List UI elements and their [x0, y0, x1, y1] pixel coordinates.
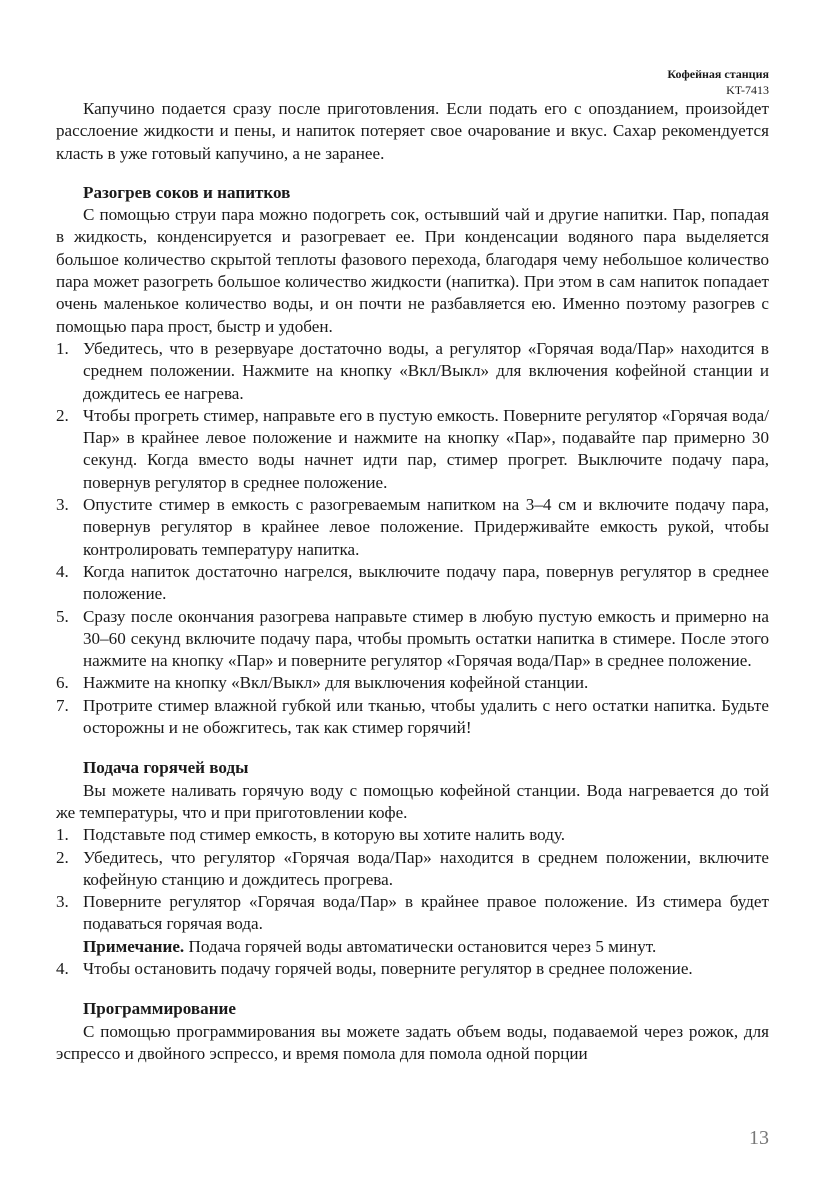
list-item: [56, 672, 769, 694]
list-item: [56, 606, 769, 673]
list-text: Опустите стимер в емкость с разогреваемым напитком на 3–4 см и включите подачу пара, повернув регулятор в крайнее левое положение. Придерживайте емкость рукой, чтобы контролировать температуру напитка.: [83, 495, 769, 559]
heating-steps: [56, 338, 769, 739]
list-number: 1.: [56, 338, 69, 358]
page-number: 13: [749, 1127, 769, 1149]
heating-heading: Разогрев соков и напитков: [83, 182, 291, 202]
header-title: Кофейная станция: [667, 67, 769, 81]
list-number: 3.: [56, 495, 69, 515]
list-text: Нажмите на кнопку «Вкл/Выкл» для выключения кофейной станции.: [83, 673, 589, 693]
list-number: 6.: [56, 673, 69, 693]
list-number: 3.: [56, 892, 69, 912]
list-number: 1.: [56, 825, 69, 845]
list-item: [56, 891, 769, 936]
heating-paragraph: С помощью струи пара можно подогреть сок, остывший чай и другие напитки. Пар, попадая в жидкость, конденсируется и разогревает ее. При конденсации водяного пара выделяется большое количество скрытой теплоты фазового перехода, благодаря чему небольшое количество пара может разогреть большое количество жидкости (напитка). При этом в сам напиток попадает очень маленькое количество воды, и он почти не разбавляется ею. Именно поэтому разогрев с помощью пара прост, быстр и удобен.: [56, 205, 769, 336]
list-item: [56, 338, 769, 405]
page-content: [56, 98, 769, 1065]
list-text: Поверните регулятор «Горячая вода/Пар» в крайнее правое положение. Из стимера будет подаваться горячая вода.: [83, 892, 769, 934]
list-number: 7.: [56, 695, 69, 715]
hot-water-steps-continued: [56, 958, 769, 980]
list-item: [56, 494, 769, 561]
intro-paragraph: Капучино подается сразу после приготовления. Если подать его с опозданием, произойдет расслоение жидкости и пены, и напиток потеряет свое очарование и вкус. Сахар рекомендуется класть в уже готовый капучино, а не заранее.: [56, 99, 769, 163]
list-text: Убедитесь, что регулятор «Горячая вода/Пар» находится в среднем положении, включите кофейную станцию и дождитесь прогрева.: [83, 847, 769, 889]
list-number: 4.: [56, 958, 69, 978]
list-item: [56, 695, 769, 740]
list-item: [56, 405, 769, 494]
header-model: KT-7413: [726, 83, 769, 97]
list-number: 5.: [56, 606, 69, 626]
list-number: 4.: [56, 561, 69, 581]
list-text: Чтобы прогреть стимер, направьте его в пустую емкость. Поверните регулятор «Горячая вода/Пар» в крайнее левое положение и нажмите на кнопку «Пар», подавайте пар примерно 30 секунд. Когда вместо воды начнет идти пар, стимер прогрет. Выключите подачу пара, повернув регулятор в среднее положение.: [83, 405, 769, 492]
note-text: Подача горячей воды автоматически остановится через 5 минут.: [184, 936, 657, 956]
hot-water-note: [56, 936, 769, 958]
list-text: Когда напиток достаточно нагрелся, выключите подачу пара, повернув регулятор в среднее положение.: [83, 561, 769, 604]
list-text: Подставьте под стимер емкость, в которую вы хотите налить воду.: [83, 825, 566, 845]
list-item: [56, 958, 769, 980]
list-number: 2.: [56, 847, 69, 867]
programming-paragraph: С помощью программирования вы можете задать объем воды, подаваемой через рожок, для эспрессо и двойного эспрессо, и время помола для помола одной порции: [56, 1021, 769, 1063]
page-header: [667, 66, 769, 98]
note-label: Примечание.: [83, 936, 185, 956]
programming-heading: Программирование: [83, 999, 236, 1019]
list-text: Убедитесь, что в резервуаре достаточно воды, а регулятор «Горячая вода/Пар» находится в среднем положении. Нажмите на кнопку «Вкл/Выкл» для включения кофейной станции и дождитесь ее нагрева.: [83, 338, 769, 403]
list-text: Сразу после окончания разогрева направьте стимер в любую пустую емкость и примерно на 30–60 секунд включите подачу пара, чтобы промыть остатки напитка в стимере. После этого нажмите на кнопку «Пар» и поверните регулятор «Горячая вода/Пар» в среднее положение.: [83, 606, 769, 671]
list-item: [56, 561, 769, 606]
list-text: Чтобы остановить подачу горячей воды, поверните регулятор в среднее положение.: [83, 958, 693, 978]
list-text: Протрите стимер влажной губкой или тканью, чтобы удалить с него остатки напитка. Будьте осторожны и не обожгитесь, так как стимер горячий!: [83, 695, 769, 738]
hot-water-heading: Подача горячей воды: [83, 758, 249, 778]
list-item: [56, 824, 769, 846]
hot-water-steps: [56, 824, 769, 935]
list-number: 2.: [56, 405, 69, 425]
hot-water-paragraph: Вы можете наливать горячую воду с помощью кофейной станции. Вода нагревается до той же температуры, что и при приготовлении кофе.: [56, 780, 769, 822]
list-item: [56, 847, 769, 892]
